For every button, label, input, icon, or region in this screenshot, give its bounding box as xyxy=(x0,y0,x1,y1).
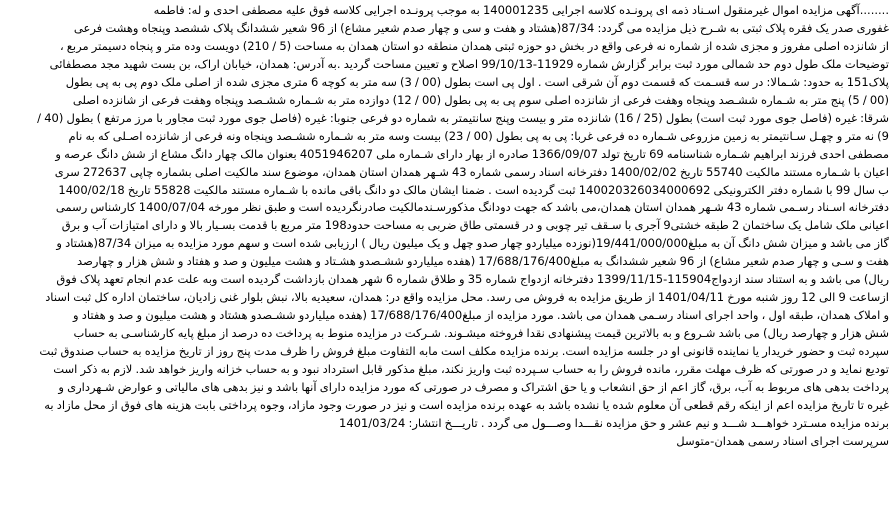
notice-line-17: ازساعت 9 الی 12 روز شنبه مورخ 1401/04/11 از طریق مزایده به فروش می رسد. محل مزایده واقع در: همدان، سعیدیه بالا، نبش بلوار غنی زادیان، ساختمان اداره کل ثبت اسناد xyxy=(45,290,889,305)
notice-line-1: ........آگهی مزایده اموال غیرمنقول اسـناد ذمه ای پرونـده کلاسه اجرایی 140001235 به موجب پرونـده اجرایی کلاسه فوق علیه مصطفی احدی و له: فاطمه xyxy=(153,3,889,17)
notice-line-10: اعیان با شـماره مستند مالکیت 55740 تاریخ 1400/02/02 دفترخانه اسناد رسمی شماره 43 شـهر همدان استان همدان، موضوع سند مالکیت اصلی بشماره چاپی 272637 سری xyxy=(54,164,889,179)
notice-line-24: برنده مزایده مسـترد خواهـــد شـــد و نیم عشر و حق مزایده نقـــدا وصـــول می گردد . تاریـــخ انتشار: 1401/03/24 xyxy=(339,415,889,430)
notice-line-9: مصطفی احدی فرزند ابراهیم شـماره شناسنامه 69 تاریخ تولد 1366/09/07 صادره از بهار دارای شـماره ملی 4051946207 بعنوان مالک چهار دانگ مشاع از شش دانگ عرصه و xyxy=(55,146,889,161)
notice-line-8: 9) نه متر و چهـل سـانتیمتر به زمین مزروعی شـماره ده فرعی غربا: پی به پی بطول (00 / 23) بیست وسه متر به شـماره ششـصد وپنجاه ونه فرعی از شانزده اصـلی که به نام xyxy=(68,128,889,143)
notice-line-11: ب سال 99 با شماره دفتر الکترونیکی 140020326034000692 ثبت گردیده است . ضمنا ایشان مالک دو دانگ باقی مانده با شـماره مستند مالکیت 55828 تاریخ 1400/02/18 xyxy=(58,182,889,197)
notice-line-20: سپرده ثبت و حضور خریدار یا نماینده قانونی او در جلسه مزایده است. برنده مزایده مکلف است مابه التفاوت مبلغ فروش را ظرف مدت پنج روز از تاریخ مزایده به حساب صندوق ثبت xyxy=(39,344,889,359)
notice-line-3: از شانزده اصلی مفروز و مجزی شده از شماره نه فرعی واقع در بخش دو حوزه ثبتی همدان منطقه دو استان همدان به مساحت (5 / 210) دویست وده متر و پنجاه دسیمتر مربع ، xyxy=(59,38,889,53)
notice-signature: سرپرست اجرای اسناد رسمی همدان-متوسل xyxy=(676,433,889,448)
notice-line-7: شرقا: غیره (فاصل جوی مورد ثبت است) بطول (25 / 16) شانزده متر و بیست وپنج سانتیمتر به شماره دو فرعی جنوبا: غیره (فاصل جوی مورد ثبت مجاور با مرز مرتفع ) بطول (40 / xyxy=(37,110,889,125)
notice-line-22: پرداخت بدهی های مربوط به آب، برق، گاز اعم از حق انشعاب و یا حق اشتراک و مصرف در صورتی که مورد مزایده دارای آنها باشد و نیز بدهی های مالیاتی و عوارض شـهرداری و xyxy=(58,380,889,395)
notice-line-4: توضیحات ملک طول دوم حد شمالی مورد ثبت برابر گزارش شماره 11929-99/10/13 اصلاح و تعیین مساحت گردید .به آدرس: همدان، خیابان اراک، بن بست شهید مجد مصطفائی xyxy=(49,56,889,71)
notice-line-5: پلاک151 به حدود: شـمالا: در سه قسـمت که قسمت دوم آن شرقی است . اول پی است بطول (00 / 3) سه متر به کوچه 6 متری مجزی شده از اصلی ملک دوم پی به پی بطول xyxy=(65,74,889,89)
notice-line-18: و املاک همدان، طبقه اول ، واحد اجرای اسناد رسـمی همدان می باشد. مورد مزایده از مبلغ17/688/176/400 (هفده میلیاردو ششـصدو هشتاد و هشت میلیون و صد و هفتاد و xyxy=(73,308,889,323)
notice-line-12: دفترخانه اسـناد رسـمی شماره 43 شـهر همدان استان همدان،می باشد که جهت دودانگ مذکورسـندمالکیت صادرنگردیده است و طبق نظر مورخه 1400/07/04 کارشناس رسمی xyxy=(55,200,889,215)
notice-line-16: ریال) می باشد و به استناد سند ازدواج115904-1399/11/15 دفترخانه ازدواج شماره 35 و طلاق شماره 6 شهر همدان بازداشت گردیده است وبه علت عدم انجام تعهد پلاک فوق xyxy=(56,272,889,287)
notice-line-14: گاز می باشد و میزان شش دانگ آن به مبلغ19/441/000/000(نوزده میلیاردو چهار صدو چهل و یک میلیون ریال ) ارزیابی شده است و سهم مورد مزایده به میزان 87/34(هشتاد و xyxy=(56,236,889,251)
notice-line-21: تودیع نماید و در صورتی که ظرف مهلت مقرر، مانده فروش را به حساب سـپرده ثبت واریز نکند، مبلغ مذکور قابل استرداد نبود و به حساب خزانه واریز خواهد شد. لازم به ذکر است xyxy=(53,362,889,377)
notice-line-6: (00 / 5) پنج متر به شـماره ششـصد وپنجاه وهفت فرعی از شانزده اصلی سوم پی به پی بطول (00 / 12) دوازده متر به شـماره ششـصد وپنجاه وهفت فرعی از شانزده اصلی xyxy=(72,92,889,107)
notice-line-13: اعیانی ملک شامل یک ساختمان 2 طبقه خشتی9 آجری با سـقف تیر چوبی و در قسمتی طاق ضربی به مساحت حدود198 متر مربع با قدمت بسـیار بالا و دارای امتیازات آب و برق xyxy=(61,218,889,233)
notice-line-2: غفوری صدر یک فقره پلاک ثبتی به شـرح ذیل مزایده می گردد: 87/34(هشتاد و هفت و سی و چهار صدم شعیر مشاع) از 96 شعیر ششدانگ پلاک ششصد وپنجاه وهشت فرعی xyxy=(73,20,889,35)
notice-line-23: غیره تا تاریخ مزایده اعم از اینکه رقم قطعی آن معلوم شده یا نشده باشد به عهده برنده مزایده است و نیز در صورت وجود مازاد، وجوه پرداختی بابت هزینه های فوق از محل مازاد به xyxy=(44,397,889,412)
notice-line-19: شش هزار و چهارصد ریال) می باشد شـروع و به بالاترین قیمت پیشنهادی نقدا فروخته میشـوند. شـرکت در مزایده منوط به پرداخت ده درصد از مبلغ پایه کارشناسـی به حساب xyxy=(73,326,889,341)
notice-line-15: هفت و سـی و چهار صدم شعیر مشاع) از 96 شعیر ششدانگ به مبلغ17/688/176/400 (هفده میلیاردو ششـصدو هشـتاد و هشت میلیون و صد و هفتاد و شش هزار و چهارصد xyxy=(77,254,889,269)
